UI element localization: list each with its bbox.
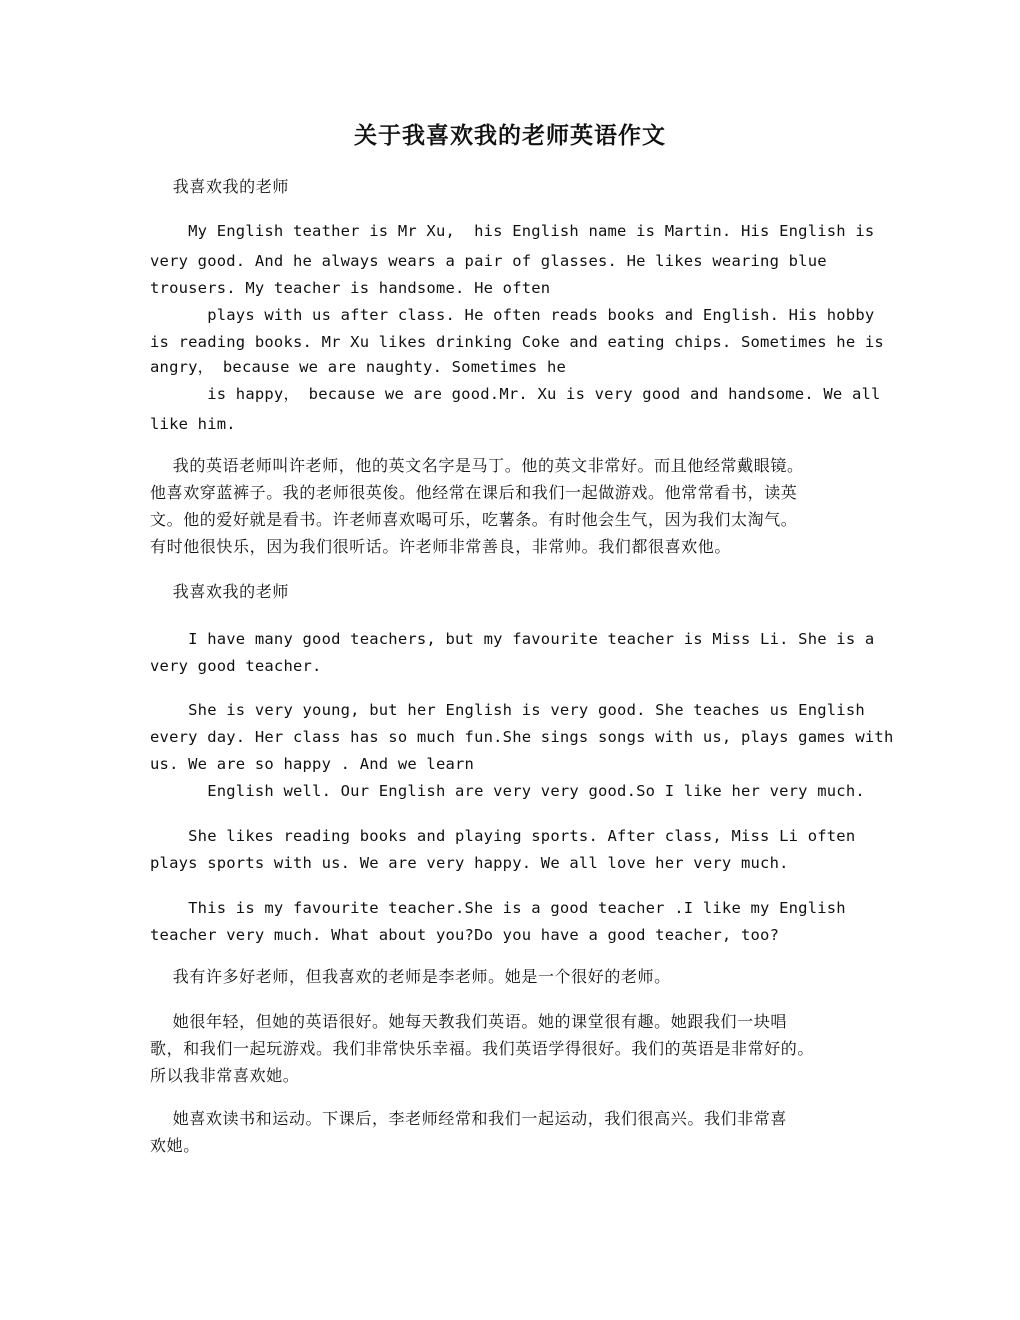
text-line: 欢她。 <box>150 1136 200 1155</box>
paragraph-chinese-2 <box>150 963 870 990</box>
text-line: 我的英语老师叫许老师，他的英文名字是马丁。他的英文非常好。而且他经常戴眼镜。 <box>150 456 804 475</box>
text-line: very good. And he always wears a pair of glasses. He likes wearing blue <box>150 252 827 270</box>
paragraph-english-5 <box>150 895 870 949</box>
text-line: teacher very much. What about you?Do you have a good teacher, too? <box>150 926 780 944</box>
text-line: English well. Our English are very very good.So I like her very much. <box>150 782 865 800</box>
text-line: This is my favourite teacher.She is a good teacher .I like my English <box>150 899 846 917</box>
paragraph-english-2 <box>150 626 875 680</box>
text-line: every day. Her class has so much fun.She sings songs with us, plays games with <box>150 728 894 746</box>
text-line: 歌，和我们一起玩游戏。我们非常快乐幸福。我们英语学得很好。我们的英语是非常好的。 <box>150 1039 815 1058</box>
text-line: very good teacher. <box>150 657 322 675</box>
section-heading-1 <box>150 173 870 200</box>
text-line: 有时他很快乐，因为我们很听话。许老师非常善良，非常帅。我们都很喜欢他。 <box>150 537 732 556</box>
text-line: 文。他的爱好就是看书。许老师喜欢喝可乐，吃薯条。有时他会生气，因为我们太淘气。 <box>150 510 798 529</box>
text-line: is happy， because we are good.Mr. Xu is very good and handsome. We all <box>150 385 881 403</box>
text-line: angry， because we are naughty. Sometimes he <box>150 358 567 376</box>
text-line: 她喜欢读书和运动。下课后，李老师经常和我们一起运动，我们很高兴。我们非常喜 <box>150 1109 787 1128</box>
text-line: My English teather is Mr Xu, his English name is Martin. His English is <box>150 222 875 240</box>
document-title: 关于我喜欢我的老师英语作文 <box>354 122 666 149</box>
text-line: She is very young, but her English is very good. She teaches us English <box>150 701 865 719</box>
paragraph-english-1 <box>150 218 884 438</box>
section-heading-2 <box>150 578 870 605</box>
text-line: plays sports with us. We are very happy. We all love her very much. <box>150 854 789 872</box>
text-line: trousers. My teacher is handsome. He often <box>150 279 551 297</box>
text-line: 我喜欢我的老师 <box>150 582 289 601</box>
text-line: 她很年轻，但她的英语很好。她每天教我们英语。她的课堂很有趣。她跟我们一块唱 <box>150 1012 787 1031</box>
text-line: I have many good teachers, but my favourite teacher is Miss Li. She is a <box>150 630 875 648</box>
text-line: us. We are so happy . And we learn <box>150 755 475 773</box>
paragraph-chinese-4 <box>150 1105 870 1159</box>
text-line: 我有许多好老师，但我喜欢的老师是李老师。她是一个很好的老师。 <box>150 967 671 986</box>
text-line: plays with us after class. He often reads books and English. His hobby <box>150 306 875 324</box>
paragraph-chinese-3 <box>150 1008 870 1089</box>
paragraph-chinese-1 <box>150 452 870 560</box>
paragraph-english-3 <box>150 697 894 805</box>
text-line: is reading books. Mr Xu likes drinking Coke and eating chips. Sometimes he is <box>150 333 884 351</box>
text-line: like him. <box>150 415 236 433</box>
text-line: She likes reading books and playing sports. After class, Miss Li often <box>150 827 856 845</box>
text-line: 他喜欢穿蓝裤子。我的老师很英俊。他经常在课后和我们一起做游戏。他常常看书，读英 <box>150 483 798 502</box>
text-line: 所以我非常喜欢她。 <box>150 1066 300 1085</box>
text-line: 我喜欢我的老师 <box>150 177 289 196</box>
paragraph-english-4 <box>150 823 870 877</box>
